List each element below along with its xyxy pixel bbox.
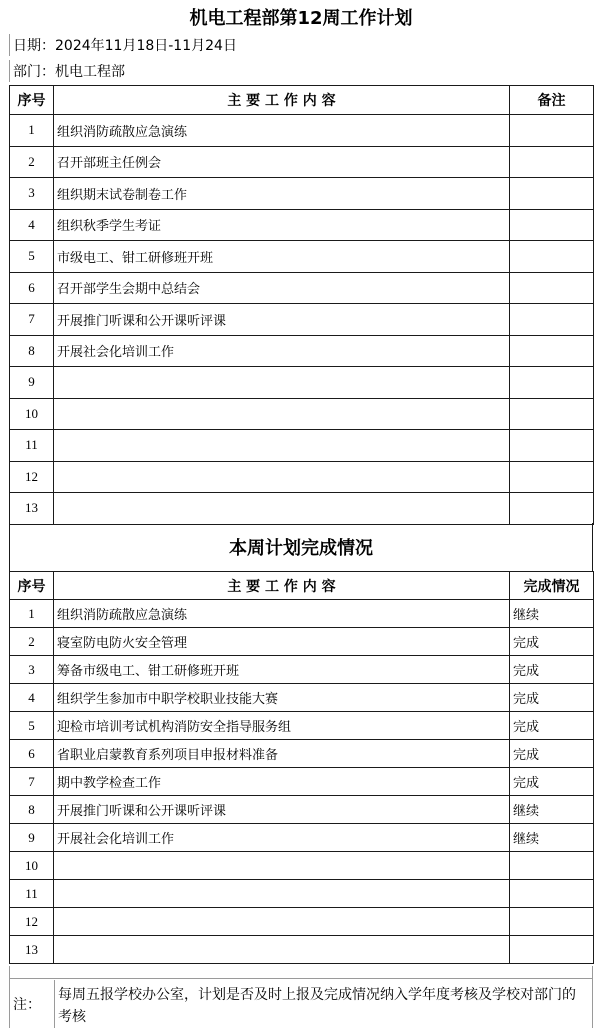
completion-rows [10, 600, 594, 964]
task-cell [54, 880, 510, 908]
row-number: 11 [10, 880, 54, 908]
table-row [10, 656, 594, 684]
row-number: 8 [10, 796, 54, 824]
task-cell: 开展社会化培训工作 [54, 824, 510, 852]
note-label: 注： [13, 997, 41, 1013]
task-cell [54, 908, 510, 936]
row-number: 11 [10, 430, 54, 462]
row-number: 12 [10, 461, 54, 493]
table-row [10, 398, 594, 430]
table-row [10, 628, 594, 656]
row-number: 2 [10, 146, 54, 178]
task-cell [54, 936, 510, 964]
row-number: 13 [10, 493, 54, 525]
row-number: 10 [10, 852, 54, 880]
table-row [10, 304, 594, 336]
remark-cell [510, 241, 594, 273]
completion-header-status: 完成情况 [510, 572, 594, 600]
status-cell: 完成 [510, 740, 594, 768]
status-cell: 完成 [510, 768, 594, 796]
status-cell: 完成 [510, 712, 594, 740]
row-number: 5 [10, 241, 54, 273]
row-number: 13 [10, 936, 54, 964]
note-block [9, 966, 593, 1028]
status-cell [510, 852, 594, 880]
row-number: 4 [10, 209, 54, 241]
task-cell [54, 367, 510, 399]
table-row [10, 936, 594, 964]
task-cell: 寝室防电防火安全管理 [54, 628, 510, 656]
task-cell [54, 398, 510, 430]
task-cell: 市级电工、钳工研修班开班 [54, 241, 510, 273]
task-cell: 开展推门听课和公开课听评课 [54, 796, 510, 824]
task-cell: 期中教学检查工作 [54, 768, 510, 796]
task-cell [54, 852, 510, 880]
table-row [10, 178, 594, 210]
completion-section-title: 本周计划完成情况 [9, 523, 593, 571]
table-row [10, 768, 594, 796]
note-divider [54, 980, 55, 1028]
completion-header-content: 主 要 工 作 内 容 [54, 572, 510, 600]
status-cell: 完成 [510, 628, 594, 656]
table-row [10, 367, 594, 399]
remark-cell [510, 398, 594, 430]
row-number: 9 [10, 824, 54, 852]
table-row [10, 146, 594, 178]
completion-header-row [10, 572, 594, 600]
remark-cell [510, 430, 594, 462]
weekly-plan-table [9, 85, 594, 525]
row-number: 7 [10, 768, 54, 796]
remark-cell [510, 272, 594, 304]
table-row [10, 684, 594, 712]
status-cell [510, 908, 594, 936]
table-row [10, 712, 594, 740]
status-cell: 完成 [510, 656, 594, 684]
remark-cell [510, 367, 594, 399]
table-row [10, 852, 594, 880]
task-cell: 迎检市培训考试机构消防安全指导服务组 [54, 712, 510, 740]
row-number: 1 [10, 600, 54, 628]
date-line [9, 34, 594, 56]
status-cell: 继续 [510, 824, 594, 852]
table-row [10, 272, 594, 304]
status-cell: 继续 [510, 796, 594, 824]
table-row [10, 241, 594, 273]
task-cell: 组织期末试卷制卷工作 [54, 178, 510, 210]
table-row [10, 600, 594, 628]
table-row [10, 824, 594, 852]
remark-cell [510, 304, 594, 336]
row-number: 2 [10, 628, 54, 656]
plan-header-content: 主 要 工 作 内 容 [54, 86, 510, 115]
task-cell: 召开部学生会期中总结会 [54, 272, 510, 304]
remark-cell [510, 209, 594, 241]
department-text: 部门：机电工程部 [13, 64, 125, 80]
row-number: 9 [10, 367, 54, 399]
remark-cell [510, 335, 594, 367]
remark-cell [510, 461, 594, 493]
row-number: 4 [10, 684, 54, 712]
task-cell [54, 461, 510, 493]
note-divider-top [10, 978, 592, 979]
plan-header-remark: 备注 [510, 86, 594, 115]
remark-cell [510, 178, 594, 210]
remark-cell [510, 146, 594, 178]
row-number: 12 [10, 908, 54, 936]
table-row [10, 908, 594, 936]
row-number: 6 [10, 272, 54, 304]
remark-cell [510, 115, 594, 147]
row-number: 6 [10, 740, 54, 768]
task-cell: 召开部班主任例会 [54, 146, 510, 178]
row-number: 10 [10, 398, 54, 430]
task-cell: 省职业启蒙教育系列项目申报材料准备 [54, 740, 510, 768]
task-cell: 筹备市级电工、钳工研修班开班 [54, 656, 510, 684]
table-row [10, 461, 594, 493]
row-number: 5 [10, 712, 54, 740]
task-cell: 组织学生参加市中职学校职业技能大赛 [54, 684, 510, 712]
row-number: 7 [10, 304, 54, 336]
department-line [9, 60, 594, 82]
task-cell [54, 430, 510, 462]
row-number: 3 [10, 178, 54, 210]
plan-header-no: 序号 [10, 86, 54, 115]
task-cell: 组织秋季学生考证 [54, 209, 510, 241]
completion-table [9, 571, 594, 964]
plan-rows [10, 115, 594, 525]
plan-header-row [10, 86, 594, 115]
table-row [10, 493, 594, 525]
status-cell: 完成 [510, 684, 594, 712]
table-row [10, 796, 594, 824]
remark-cell [510, 493, 594, 525]
row-number: 3 [10, 656, 54, 684]
table-row [10, 880, 594, 908]
table-row [10, 209, 594, 241]
status-cell [510, 880, 594, 908]
sheet-title: 机电工程部第12周工作计划 [189, 8, 413, 29]
table-row [10, 740, 594, 768]
status-cell [510, 936, 594, 964]
table-row [10, 115, 594, 147]
task-cell: 组织消防疏散应急演练 [54, 600, 510, 628]
table-row [10, 430, 594, 462]
status-cell: 继续 [510, 600, 594, 628]
task-cell: 开展社会化培训工作 [54, 335, 510, 367]
task-cell: 开展推门听课和公开课听评课 [54, 304, 510, 336]
completion-header-no: 序号 [10, 572, 54, 600]
row-number: 8 [10, 335, 54, 367]
task-cell [54, 493, 510, 525]
task-cell: 组织消防疏散应急演练 [54, 115, 510, 147]
table-row [10, 335, 594, 367]
note-text: 每周五报学校办公室，计划是否及时上报及完成情况纳入学年度考核及学校对部门的考核 [58, 987, 576, 1025]
row-number: 1 [10, 115, 54, 147]
date-text: 日期：2024年11月18日-11月24日 [13, 38, 237, 54]
